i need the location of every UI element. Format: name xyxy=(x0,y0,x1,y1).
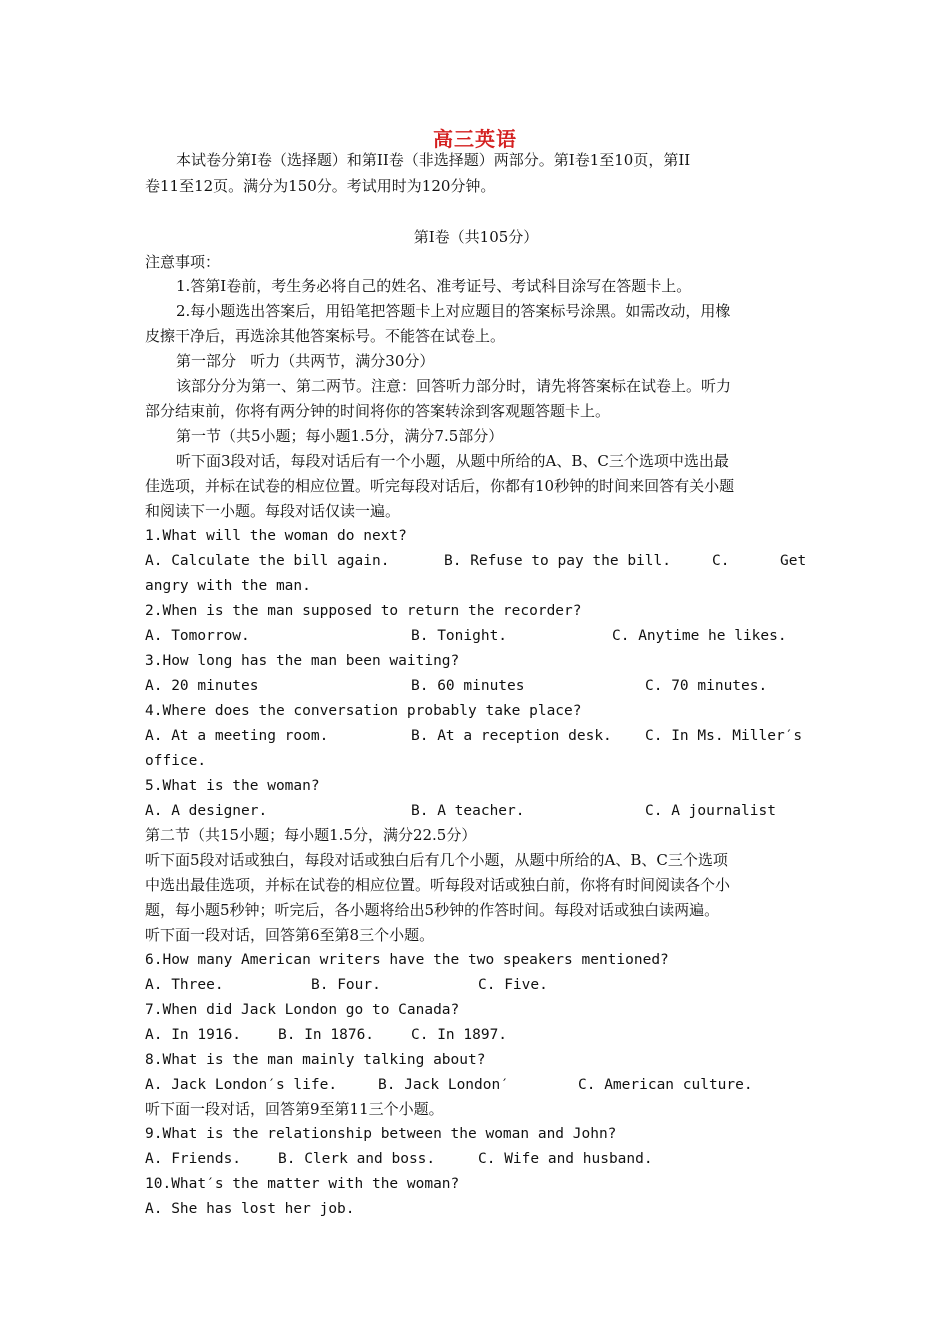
option-b: B. At a reception desk. xyxy=(411,728,612,744)
option-b: B. Four. xyxy=(311,977,381,993)
intro-line: 卷11至12页。满分为150分。考试用时为120分钟。 xyxy=(145,177,496,195)
option-c: C. Five. xyxy=(478,977,548,993)
group-instruction: 听下面一段对话，回答第6至第8三个小题。 xyxy=(145,926,435,944)
option-c-continued: angry with the man. xyxy=(145,578,311,594)
option-a: A. A designer. xyxy=(145,803,268,819)
question-4: 4.Where does the conversation probably take place? xyxy=(145,703,582,719)
option-b: B. Jack London′ xyxy=(378,1077,509,1093)
part-desc: 部分结束前，你将有两分钟的时间将你的答案转涂到客观题答题卡上。 xyxy=(145,402,611,420)
option-b: B. In 1876. xyxy=(278,1027,375,1043)
option-a: A. In 1916. xyxy=(145,1027,242,1043)
option-a: A. She has lost her job. xyxy=(145,1201,355,1217)
notice-item: 2.每小题选出答案后，用铅笔把答题卡上对应题目的答案标号涂黑。如需改动，用橡 xyxy=(176,302,731,320)
question-10: 10.What′s the matter with the woman? xyxy=(145,1176,460,1192)
option-b: B. Tonight. xyxy=(411,628,508,644)
option-c: C. Wife and husband. xyxy=(478,1151,653,1167)
option-c: C. A journalist xyxy=(645,803,776,819)
subsection-heading: 第一节（共5小题；每小题1.5分，满分7.5部分） xyxy=(176,427,504,445)
intro-line: 本试卷分第Ⅰ卷（选择题）和第II卷（非选择题）两部分。第Ⅰ卷1至10页，第II xyxy=(176,151,691,169)
subsection-desc: 和阅读下一小题。每段对话仅读一遍。 xyxy=(145,502,401,520)
part-desc: 该部分分为第一、第二两节。注意：回答听力部分时，请先将答案标在试卷上。听力 xyxy=(176,377,732,395)
question-2: 2.When is the man supposed to return the recorder? xyxy=(145,603,582,619)
option-c: C. xyxy=(712,553,730,569)
subsection-desc: 题，每小题5秒钟；听完后，各小题将给出5秒钟的作答时间。每段对话或独白读两遍。 xyxy=(145,901,720,919)
option-b: B. Refuse to pay the bill. xyxy=(444,553,671,569)
option-a: A. Tomorrow. xyxy=(145,628,250,644)
question-9: 9.What is the relationship between the woman and John? xyxy=(145,1126,617,1142)
subsection-heading: 第二节（共15小题；每小题1.5分，满分22.5分） xyxy=(145,826,477,844)
subsection-desc: 听下面5段对话或独白，每段对话或独白后有几个小题，从题中所给的A、B、C三个选项 xyxy=(145,851,728,869)
question-8: 8.What is the man mainly talking about? xyxy=(145,1052,486,1068)
question-3: 3.How long has the man been waiting? xyxy=(145,653,460,669)
option-c-continued: office. xyxy=(145,753,207,769)
option-b: B. Clerk and boss. xyxy=(278,1151,436,1167)
option-c-text: Get xyxy=(780,553,807,569)
option-a: A. Jack London′s life. xyxy=(145,1077,338,1093)
notice-label: 注意事项： xyxy=(145,253,221,271)
option-c: C. American culture. xyxy=(578,1077,753,1093)
option-c: C. In 1897. xyxy=(411,1027,508,1043)
question-1: 1.What will the woman do next? xyxy=(145,528,407,544)
exam-title: 高三英语 xyxy=(433,127,517,151)
notice-item: 1.答第Ⅰ卷前，考生务必将自己的姓名、准考证号、考试科目涂写在答题卡上。 xyxy=(176,277,692,295)
question-7: 7.When did Jack London go to Canada? xyxy=(145,1002,460,1018)
section-heading: 第Ⅰ卷（共105分） xyxy=(413,228,539,246)
subsection-desc: 佳选项，并标在试卷的相应位置。听完每段对话后，你都有10秒钟的时间来回答有关小题 xyxy=(145,477,735,495)
subsection-desc: 听下面3段对话，每段对话后有一个小题，从题中所给的A、B、C三个选项中选出最 xyxy=(176,452,729,470)
part-heading: 第一部分 听力（共两节，满分30分） xyxy=(176,352,435,370)
group-instruction: 听下面一段对话，回答第9至第11三个小题。 xyxy=(145,1100,444,1118)
option-c: C. Anytime he likes. xyxy=(612,628,787,644)
notice-item: 皮擦干净后，再选涂其他答案标号。不能答在试卷上。 xyxy=(145,327,506,345)
option-b: B. A teacher. xyxy=(411,803,525,819)
option-c: C. 70 minutes. xyxy=(645,678,768,694)
subsection-desc: 中选出最佳选项，并标在试卷的相应位置。听每段对话或独白前，你将有时间阅读各个小 xyxy=(145,876,731,894)
option-a: A. Three. xyxy=(145,977,224,993)
option-b: B. 60 minutes xyxy=(411,678,525,694)
option-a: A. Friends. xyxy=(145,1151,242,1167)
question-6: 6.How many American writers have the two speakers mentioned? xyxy=(145,952,669,968)
option-a: A. At a meeting room. xyxy=(145,728,329,744)
question-5: 5.What is the woman? xyxy=(145,778,320,794)
option-c: C. In Ms. Miller′s xyxy=(645,728,803,744)
option-a: A. 20 minutes xyxy=(145,678,259,694)
option-a: A. Calculate the bill again. xyxy=(145,553,390,569)
